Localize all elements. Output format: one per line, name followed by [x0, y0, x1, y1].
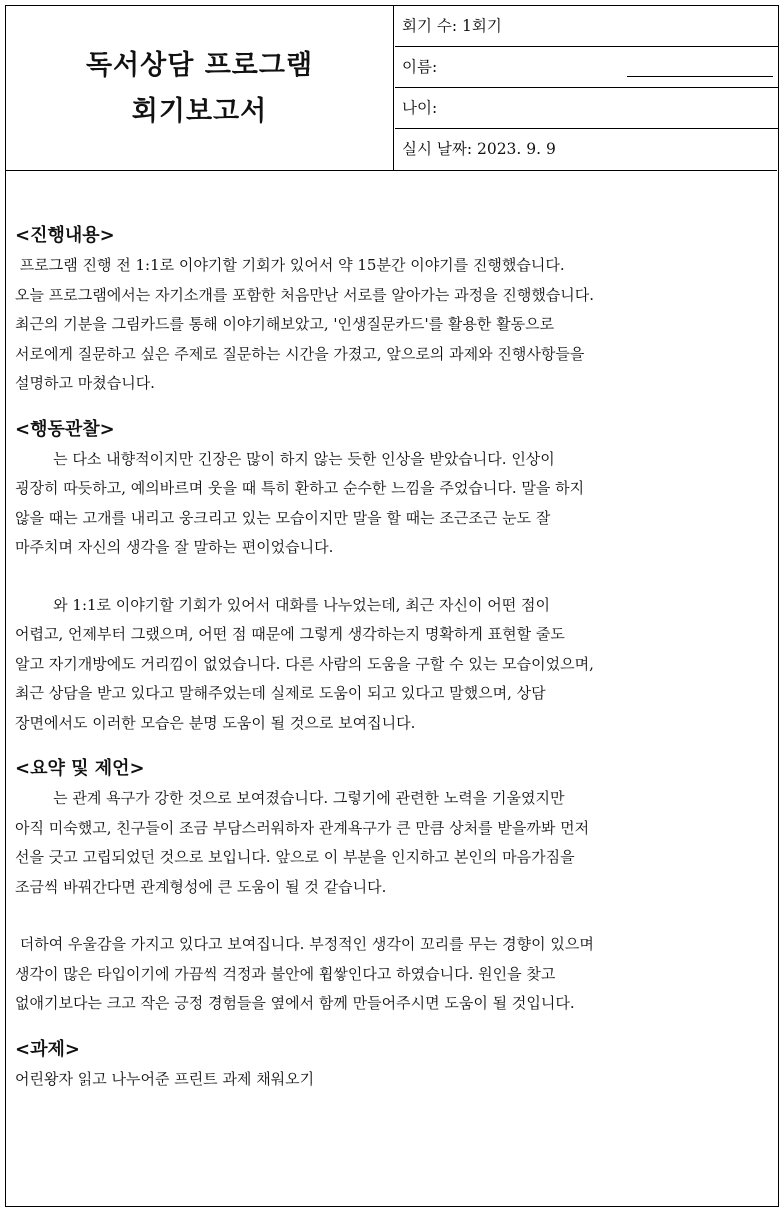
text-line: 알고 자기개방에도 거리낌이 없었습니다. 다른 사람의 도움을 구할 수 있는 모습이었으며,	[15, 654, 594, 673]
progress-text	[15, 251, 771, 399]
age-label: 나이:	[402, 99, 438, 117]
report-header	[6, 6, 777, 171]
text-line: 는 다소 내향적이지만 긴장은 많이 하지 않는 듯한 인상을 받았습니다. 인상이	[15, 449, 555, 468]
summary-text	[15, 784, 771, 1019]
text-line: 아직 미숙했고, 친구들이 조금 부담스러워하자 관계욕구가 큰 만큼 상처를 받을까봐 먼저	[15, 818, 590, 837]
text-line: 않을 때는 고개를 내리고 웅크리고 있는 모습이지만 말을 할 때는 조근조근 눈도 잘	[15, 508, 551, 527]
text-line: 없애기보다는 크고 작은 긍정 경험들을 옆에서 함께 만들어주시면 도움이 될 것입니다.	[15, 994, 575, 1012]
name-label: 이름:	[402, 58, 438, 76]
session-date: 실시 날짜: 2023. 9. 9	[402, 140, 556, 158]
observation-heading: <행동관찰>	[15, 418, 115, 440]
text-line: 오늘 프로그램에서는 자기소개를 포함한 처음만난 서로를 알아가는 과정을 진행했습니다.	[15, 285, 595, 304]
age-field	[395, 88, 778, 129]
text-line: 생각이 많은 타입이기에 가끔씩 걱정과 불안에 휩쌓인다고 하였습니다. 원인을 찾고	[15, 964, 556, 983]
report-subtitle: 회기보고서	[131, 95, 268, 127]
text-line: 어린왕자 읽고 나누어준 프린트 과제 채워오기	[15, 1069, 315, 1088]
progress-heading: <진행내용>	[15, 225, 115, 246]
text-line: 와 1:1로 이야기할 기회가 있어서 대화를 나누었는데, 최근 자신이 어떤 점이	[15, 595, 550, 614]
text-line: 최근 상담을 받고 있다고 말해주었는데 실제로 도움이 되고 있다고 말했으며, 상담	[15, 684, 546, 702]
text-line: 장면에서도 이러한 모습은 분명 도움이 될 것으로 보여집니다.	[15, 713, 416, 732]
text-line: 설명하고 마쳤습니다.	[15, 374, 155, 392]
task-text	[15, 1065, 771, 1095]
report-page	[5, 5, 779, 1207]
text-line: 굉장히 따듯하고, 예의바르며 웃을 때 특히 환하고 순수한 느낌을 주었습니다. 말을 하지	[15, 479, 585, 497]
title-cell	[6, 6, 394, 171]
text-line: 최근의 기분을 그림카드를 통해 이야기해보았고, '인생질문카드'를 활용한 활동으로	[15, 315, 555, 333]
summary-heading: <요약 및 제언>	[15, 758, 145, 779]
text-line: 더하여 우울감을 가지고 있다고 보여집니다. 부정적인 생각이 꼬리를 무는 경향이 있으며	[15, 935, 594, 953]
text-line: 선을 긋고 고립되었던 것으로 보입니다. 앞으로 이 부분을 인지하고 본인의 마음가짐을	[15, 848, 575, 866]
text-line: 프로그램 진행 전 1:1로 이야기할 기회가 있어서 약 15분간 이야기를 진행했습니다.	[15, 256, 565, 274]
report-title: 독서상담 프로그램	[85, 49, 314, 81]
text-line: 마주치며 자신의 생각을 잘 말하는 편이었습니다.	[15, 538, 334, 556]
session-count: 회기 수: 1회기	[395, 6, 778, 47]
text-line: 어렵고, 언제부터 그랬으며, 어떤 점 때문에 그렇게 생각하는지 명확하게 표현할 줄도	[15, 625, 565, 643]
observation-text	[15, 445, 771, 739]
text-line: 조금씩 바꿔간다면 관계형성에 큰 도움이 될 것 같습니다.	[15, 877, 387, 896]
name-field	[395, 47, 778, 88]
task-heading: <과제>	[15, 1038, 80, 1060]
text-line: 는 관계 욕구가 강한 것으로 보여졌습니다. 그렇기에 관련한 노력을 기울였지만	[15, 789, 565, 807]
report-body	[6, 221, 777, 1094]
name-underline	[627, 76, 773, 77]
text-line: 서로에게 질문하고 싶은 주제로 질문하는 시간을 가졌고, 앞으로의 과제와 진행사항들을	[15, 344, 585, 363]
